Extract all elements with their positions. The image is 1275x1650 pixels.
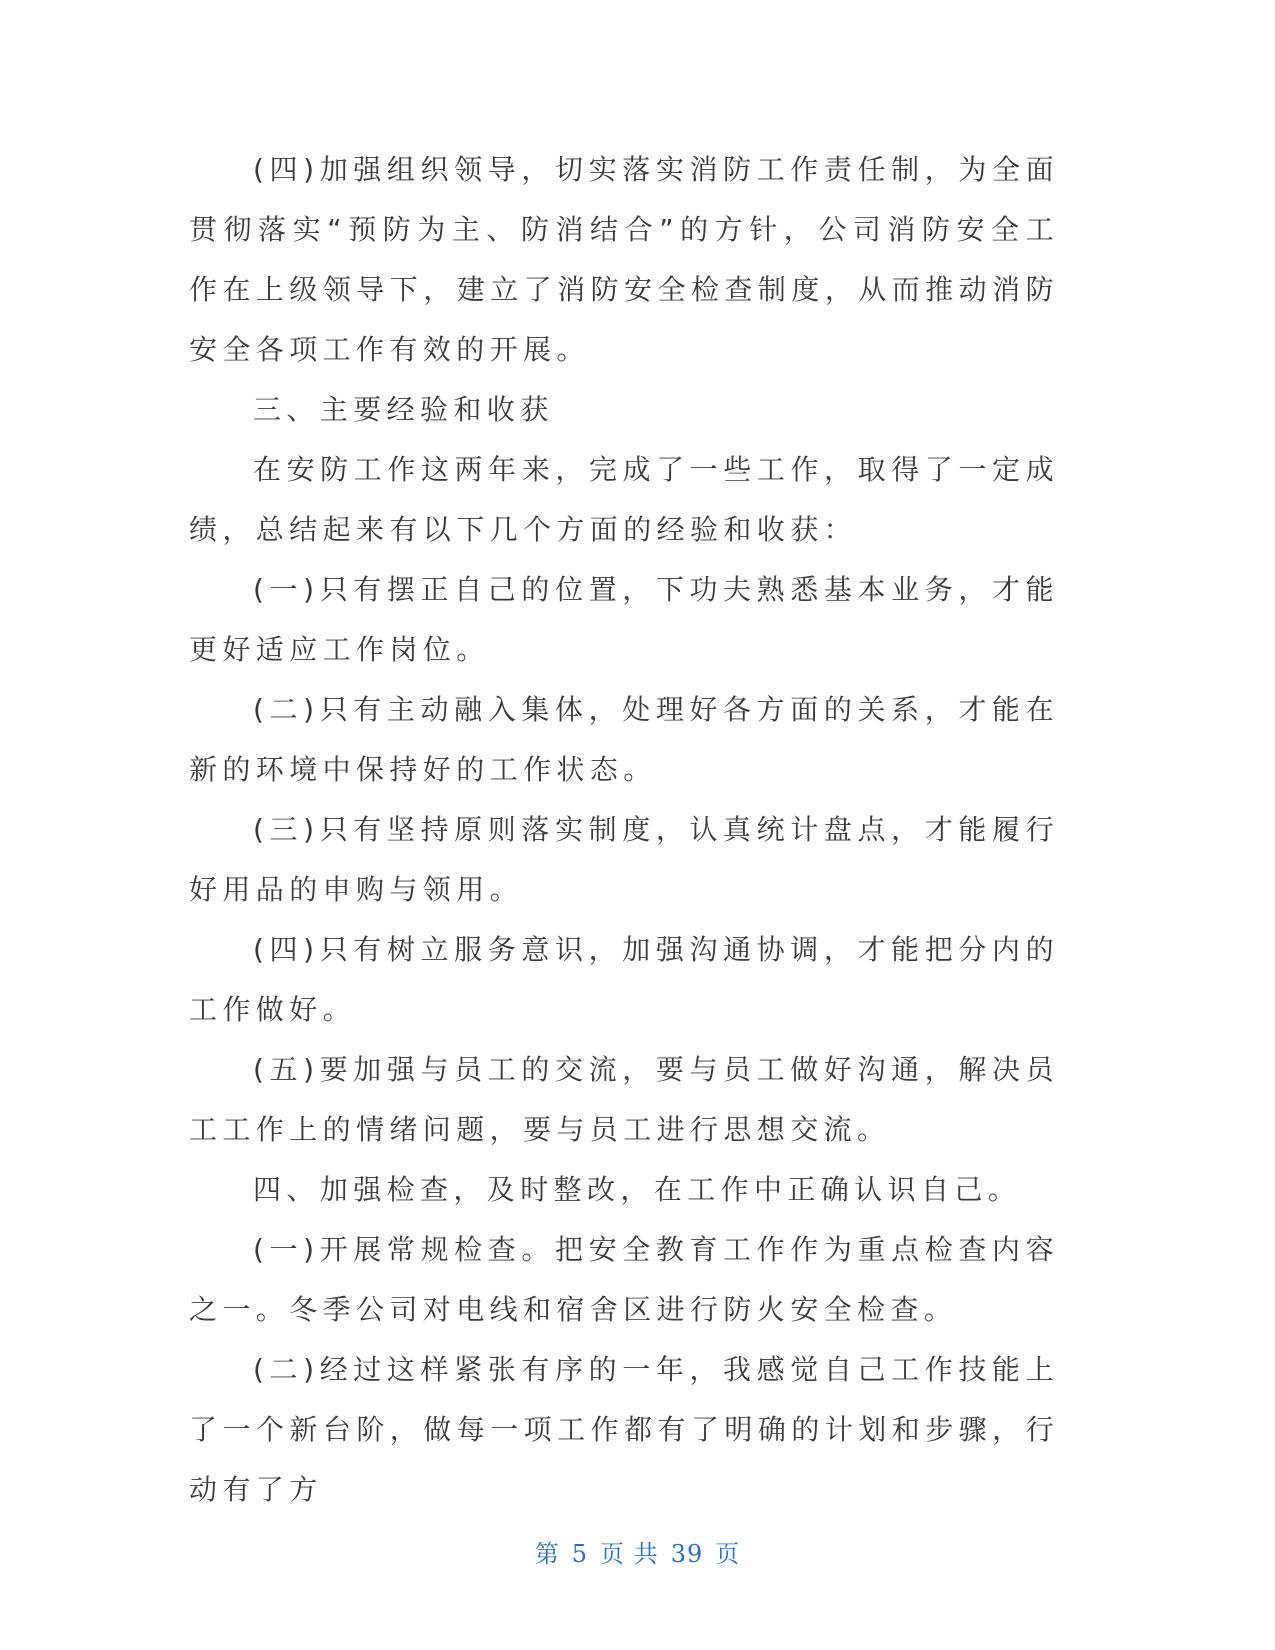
paragraph-6: (四)只有树立服务意识，加强沟通协调，才能把分内的工作做好。 [189, 933, 1059, 1026]
paragraph-8: (一)开展常规检查。把安全教育工作作为重点检查内容之一。冬季公司对电线和宿舍区进行防火安全检查。 [189, 1233, 1059, 1326]
footer-current-page: 5 [571, 1540, 589, 1568]
footer-suffix: 页 [715, 1540, 741, 1568]
section-heading-3: 三、主要经验和收获 [253, 393, 554, 426]
paragraph-2: 在安防工作这两年来，完成了一些工作，取得了一定成绩，总结起来有以下几个方面的经验和收获： [189, 453, 1059, 546]
paragraph-7: (五)要加强与员工的交流，要与员工做好沟通，解决员工工作上的情绪问题，要与员工进行思想交流。 [189, 1053, 1059, 1146]
paragraph-5: (三)只有坚持原则落实制度，认真统计盘点，才能履行好用品的申购与领用。 [189, 813, 1059, 906]
footer-total-pages: 39 [670, 1540, 704, 1568]
paragraph-4: (二)只有主动融入集体，处理好各方面的关系，才能在新的环境中保持好的工作状态。 [189, 693, 1059, 786]
paragraph-3: (一)只有摆正自己的位置，下功夫熟悉基本业务，才能更好适应工作岗位。 [189, 573, 1059, 666]
paragraph-1: (四)加强组织领导，切实落实消防工作责任制，为全面贯彻落实“预防为主、防消结合”的方针，公司消防安全工作在上级领导下，建立了消防安全检查制度，从而推动消防安全各项工作有效的开展。 [189, 153, 1059, 366]
footer-prefix: 第 [534, 1540, 560, 1568]
page-number-footer [0, 1534, 1275, 1569]
section-heading-4: 四、加强检查，及时整改，在工作中正确认识自己。 [253, 1173, 1022, 1206]
footer-middle: 页 共 [600, 1540, 659, 1568]
paragraph-9: (二)经过这样紧张有序的一年，我感觉自己工作技能上了一个新台阶，做每一项工作都有了明确的计划和步骤，行动有了方 [189, 1353, 1059, 1506]
document-body [189, 140, 1059, 1520]
